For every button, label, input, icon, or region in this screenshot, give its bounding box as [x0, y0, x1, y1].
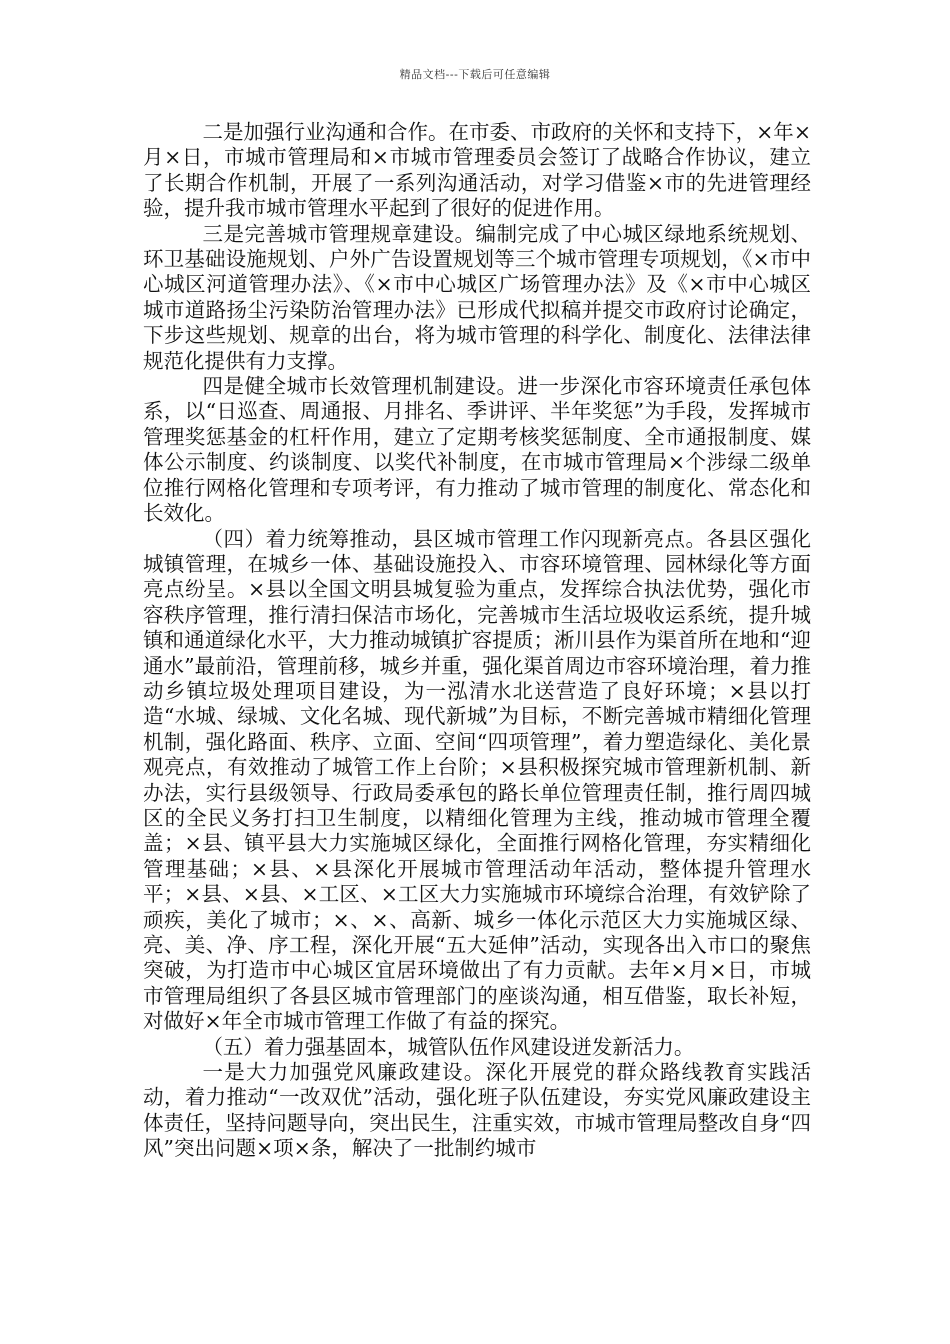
document-body	[143, 120, 811, 1162]
paragraph: 三是完善城市管理规章建设。编制完成了中心城区绿地系统规划、环卫基础设施规划、户外广告设置规划等三个城市管理专项规划，《×市中心城区河道管理办法》、《×市中心城区广场管理办法》及《×市中心城区城市道路扬尘污染防治管理办法》已形成代拟稿并提交市政府讨论确定，下步这些规划、规章的出台，将为城市管理的科学化、制度化、法律法律规范化提供有力支撑。	[143, 221, 811, 373]
paragraph: 四是健全城市长效管理机制建设。进一步深化市容环境责任承包体系，以“日巡查、周通报、月排名、季讲评、半年奖惩”为手段，发挥城市管理奖惩基金的杠杆作用，建立了定期考核奖惩制度、全市通报制度、媒体公示制度、约谈制度、以奖代补制度，在市城市管理局×个涉绿二级单位推行网格化管理和专项考评，有力推动了城市管理的制度化、常态化和长效化。	[143, 374, 811, 526]
paragraph: 二是加强行业沟通和合作。在市委、市政府的关怀和支持下，×年×月×日，市城市管理局和×市城市管理委员会签订了战略合作协议，建立了长期合作机制，开展了一系列沟通活动，对学习借鉴×市的先进管理经验，提升我市城市管理水平起到了很好的促进作用。	[143, 120, 811, 221]
paragraph: （五）着力强基固本，城管队伍作风建设迸发新活力。	[202, 1034, 695, 1059]
page-header: 精品文档---下载后可任意编辑	[399, 68, 551, 81]
paragraph: （四）着力统筹推动，县区城市管理工作闪现新亮点。各县区强化城镇管理，在城乡一体、基础设施投入、市容环境管理、园林绿化等方面亮点纷呈。×县以全国文明县城复验为重点，发挥综合执法优势，强化市容秩序管理，推行清扫保洁市场化，完善城市生活垃圾收运系统，提升城镇和通道绿化水平，大力推动城镇扩容提质；淅川县作为渠首所在地和“迎通水”最前沿，管理前移，城乡并重，强化渠首周边市容环境治理，着力推动乡镇垃圾处理项目建设，为一泓清水北送营造了良好环境；×县以打造“水城、绿城、文化名城、现代新城”为目标，不断完善城市精细化管理机制，强化路面、秩序、立面、空间“四项管理”，着力塑造绿化、美化景观亮点，有效推动了城管工作上台阶；×县积极探究城市管理新机制、新办法，实行县级领导、行政局委承包的路长单位管理责任制，推行周四城区的全民义务打扫卫生制度，以精细化管理为主线，推动城市管理全覆盖；×县、镇平县大力实施城区绿化，全面推行网格化管理，夯实精细化管理基础；×县、×县深化开展城市管理活动年活动，整体提升管理水平；×县、×县、×工区、×工区大力实施城市环境综合治理，有效铲除了顽疾，美化了城市；×、×、高新、城乡一体化示范区大力实施城区绿、亮、美、净、序工程，深化开展“五大延伸”活动，实现各出入市口的聚焦突破，为打造市中心城区宜居环境做出了有力贡献。去年×月×日，市城市管理局组织了各县区城市管理部门的座谈沟通，相互借鉴，取长补短，对做好×年全市城市管理工作做了有益的探究。	[143, 526, 811, 1034]
paragraph: 一是大力加强党风廉政建设。深化开展党的群众路线教育实践活动，着力推动“一改双优”活动，强化班子队伍建设，夯实党风廉政建设主体责任，坚持问题导向，突出民生，注重实效，市城市管理局整改自身“四风”突出问题×项×条，解决了一批制约城市	[143, 1060, 811, 1161]
